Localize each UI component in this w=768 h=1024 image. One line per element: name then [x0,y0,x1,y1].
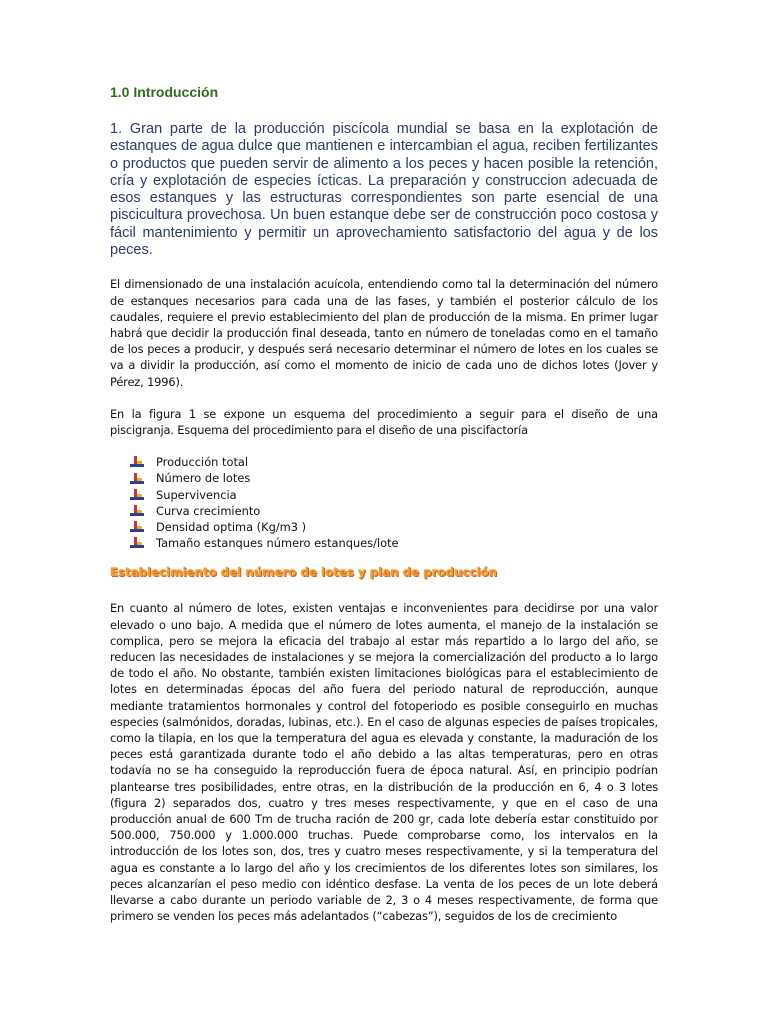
list-item [130,519,658,535]
procedure-list [130,454,658,551]
arrow-bullet-icon [130,473,144,485]
list-item [130,470,658,486]
document-page [110,84,658,940]
list-item-label: Supervivencia [156,487,237,502]
intro-heading: 1.0 Introducción [110,84,219,100]
list-item [130,535,658,551]
arrow-bullet-icon [130,537,144,549]
arrow-bullet-icon [130,489,144,501]
list-item-label: Tamaño estanques número estanques/lote [156,536,399,551]
arrow-bullet-icon [130,521,144,533]
arrow-bullet-icon [130,505,144,517]
list-item-label: Densidad optima (Kg/m3 ) [156,520,307,535]
list-item-label: Número de lotes [156,471,251,486]
figure-intro-paragraph: En la figura 1 se expone un esquema del procedimiento a seguir para el diseño de una piscigranja. Esquema del procedimiento para el diseño de una piscifactoría [110,406,658,437]
list-item-label: Curva crecimiento [156,503,261,518]
lots-section-heading: Establecimiento del número de lotes y plan de producción [110,565,498,580]
list-item [130,454,658,470]
dimensioning-paragraph: El dimensionado de una instalación acuícola, entendiendo como tal la determinación del número de estanques necesarios para cada una de las fases, y también el posterior cálculo de los caudales, requiere el previo establecimiento del plan de producción de la misma. En primer lugar habrá que decidir la producción final deseada, tanto en número de toneladas como en el tamaño de los peces a producir, y después será necesario determinar el número de lotes en los cuales se va a dividir la producción, así como el momento de inicio de cada uno de dichos lotes (Jover y Pérez, 1996). [110,277,658,389]
list-item [130,503,658,519]
intro-lead-paragraph: 1. Gran parte de la producción piscícola mundial se basa en la explotación de estanques de agua dulce que mantienen e intercambian el agua, reciben fertilizantes o productos que pueden servir de alimento a los peces y hacen posible la retención, cría y explotación de especies ícticas. La preparación y construccion adecuada de esos estanques y las estructuras correspondientes son parte esencial de una piscicultura provechosa. Un buen estanque debe ser de construcción poco costosa y fácil mantenimiento y permitir un aprovechamiento satisfactorio del agua y de los peces. [110,121,658,259]
arrow-bullet-icon [130,456,144,468]
list-item [130,487,658,503]
lots-section-paragraph: En cuanto al número de lotes, existen ventajas e inconvenientes para decidirse por una valor elevado o uno bajo. A medida que el número de lotes aumenta, el manejo de la instalación se complica, pero se mejora la eficacia del trabajo al estar más repartido a lo largo del año, se reducen las necesidades de instalaciones y se mejora la comercialización del producto a lo largo de todo el año. No obstante, también existen limitaciones biológicas para el establecimiento de lotes en determinadas épocas del año fuera del periodo natural de reproducción, aunque mediante tratamientos hormonales y control del fotoperiodo es posible conseguirlo en muchas especies (salmónidos, doradas, lubinas, etc.). En el caso de algunas especies de países tropicales, como la tilapia, en los que la temperatura del agua es elevada y constante, la maduración de los peces está garantizada durante todo el año debido a las altas temperaturas, pero en otras todavía no se ha conseguido la reproducción fuera de época natural. Así, en principio podrían plantearse tres posibilidades, entre otras, en la distribución de la producción en 6, 4 o 3 lotes (figura 2) separados dos, cuatro y tres meses respectivamente, y que en el caso de una producción anual de 600 Tm de trucha ración de 200 gr, cada lote debería estar constituido por 500.000, 750.000 y 1.000.000 truchas. Puede comprobarse como, los intervalos en la introducción de los lotes son, dos, tres y cuatro meses respectivamente, y si la temperatura del agua es constante a lo largo del año y los crecimientos de los diferentes lotes son similares, los peces alcanzarían el peso medio con idéntico desfase. La venta de los peces de un lote deberá llevarse a cabo durante un periodo variable de 2, 3 o 4 meses respectivamente, de forma que primero se venden los peces más adelantados (“cabezas”), seguidos de los de crecimiento [110,601,658,924]
list-item-label: Producción total [156,455,249,470]
